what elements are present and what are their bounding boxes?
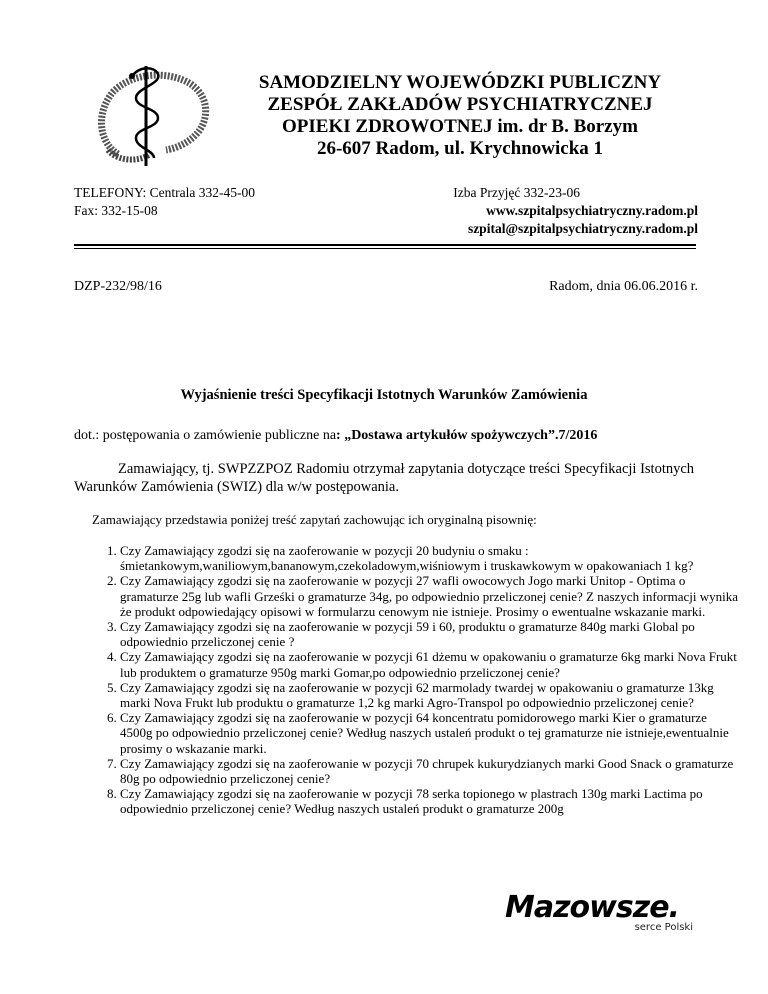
intro-paragraph: Zamawiający, tj. SWPZZPOZ Radomiu otrzymał zapytania dotyczące treści Specyfikacji Istotnych Warunków Zamówienia (SWIZ) dla w/w postępowania. [74, 461, 695, 495]
intro-note: Zamawiający przedstawia poniżej treść zapytań zachowując ich oryginalną pisownię: [92, 512, 537, 527]
contact-phones [74, 184, 255, 220]
contact-web [380, 184, 698, 238]
phone-fax: Fax: 332-15-08 [74, 203, 158, 218]
list-item: 3. Czy Zamawiający zgodzi się na zaoferowanie w pozycji 59 i 60, produktu o gramaturze 840g marki Global po odpowiednio przeliczonej cenie ? [120, 619, 740, 649]
hospital-logo-icon [88, 62, 218, 172]
mazowsze-logo [505, 890, 695, 942]
phone-admissions: Izba Przyjęć 332-23-06 [453, 185, 580, 200]
mazowsze-brand: Mazowsze. [505, 890, 679, 925]
institution-line: OPIEKI ZDROWOTNEJ im. dr B. Borzym [282, 116, 638, 137]
list-item: 2. Czy Zamawiający zgodzi się na zaoferowanie w pozycji 27 wafli owocowych Jogo marki Unitop - Optima o gramaturze 25g lub wafli Grześki o gramaturze 34g, po odpowiednio przeliczonej cenie? Z naszych informacji wynika że produkt odpowiedający opisowi w formularzu cenowym nie istnieje. Prosimy o ewentualne wskazanie marki. [120, 573, 740, 619]
subject-line [74, 428, 597, 444]
institution-line: ZESPÓŁ ZAKŁADÓW PSYCHIATRYCZNEJ [267, 94, 653, 115]
institution-line: SAMODZIELNY WOJEWÓDZKI PUBLICZNY [258, 72, 662, 93]
questions-list [92, 543, 740, 817]
reference-number: DZP-232/98/16 [74, 279, 162, 294]
list-item: 7. Czy Zamawiający zgodzi się na zaoferowanie w pozycji 70 chrupek kukurydzianych marki Good Snack o gramaturze 80g po odpowiednio przeliczonej cenie? [120, 756, 740, 786]
document-title: Wyjaśnienie treści Specyfikacji Istotnych Warunków Zamówienia [180, 387, 588, 403]
list-item: 5. Czy Zamawiający zgodzi się na zaoferowanie w pozycji 62 marmolady twardej w opakowaniu o gramaturze 13kg marki Nova Frukt lub produktu o gramaturze 1,2 kg marki Agro-Transpol po odpowiednio przeliczonej cenie? [120, 680, 740, 710]
subject-name: : „Dostawa artykułów spożywczych”.7/2016 [336, 428, 598, 443]
header-divider-thin [74, 248, 696, 249]
mazowsze-tagline: serce Polski [634, 922, 693, 933]
list-item: 1. Czy Zamawiający zgodzi się na zaoferowanie w pozycji 20 budyniu o smaku : śmietankowym,waniliowym,bananowym,czekoladowym,wiśniowym i truskawkowym w opakowaniach 1 kg? [120, 543, 740, 573]
list-item: 6. Czy Zamawiający zgodzi się na zaoferowanie w pozycji 64 koncentratu pomidorowego marki Kier o gramaturze 4500g po odpowiednio przeliczonej cenie? Według naszych ustaleń produkt o tej gramaturze nie istnieje,ewentualnie prosimy o wskazanie marki. [120, 710, 740, 756]
institution-name [205, 72, 715, 160]
document-date: Radom, dnia 06.06.2016 r. [549, 279, 698, 294]
header-divider [74, 244, 696, 246]
phone-central: TELEFONY: Centrala 332-45-00 [74, 185, 255, 200]
list-item: 8. Czy Zamawiający zgodzi się na zaoferowanie w pozycji 78 serka topionego w plastrach 130g marki Lactima po odpowiednio przeliczonej cenie? Według naszych ustaleń produkt o gramaturze 200g [120, 786, 740, 816]
email-link[interactable]: szpital@szpitalpsychiatryczny.radom.pl [467, 221, 698, 236]
institution-address: 26-607 Radom, ul. Krychnowicka 1 [316, 138, 604, 159]
list-item: 4. Czy Zamawiający zgodzi się na zaoferowanie w pozycji 61 dżemu w opakowaniu o gramaturze 6kg marki Nova Frukt lub produktem o gramaturze 950g marki Gomar,po odpowiednio przeliczonej cenie? [120, 649, 740, 679]
subject-prefix: dot.: postępowania o zamówienie publiczne na [74, 428, 337, 443]
website-link[interactable]: www.szpitalpsychiatryczny.radom.pl [486, 203, 698, 218]
